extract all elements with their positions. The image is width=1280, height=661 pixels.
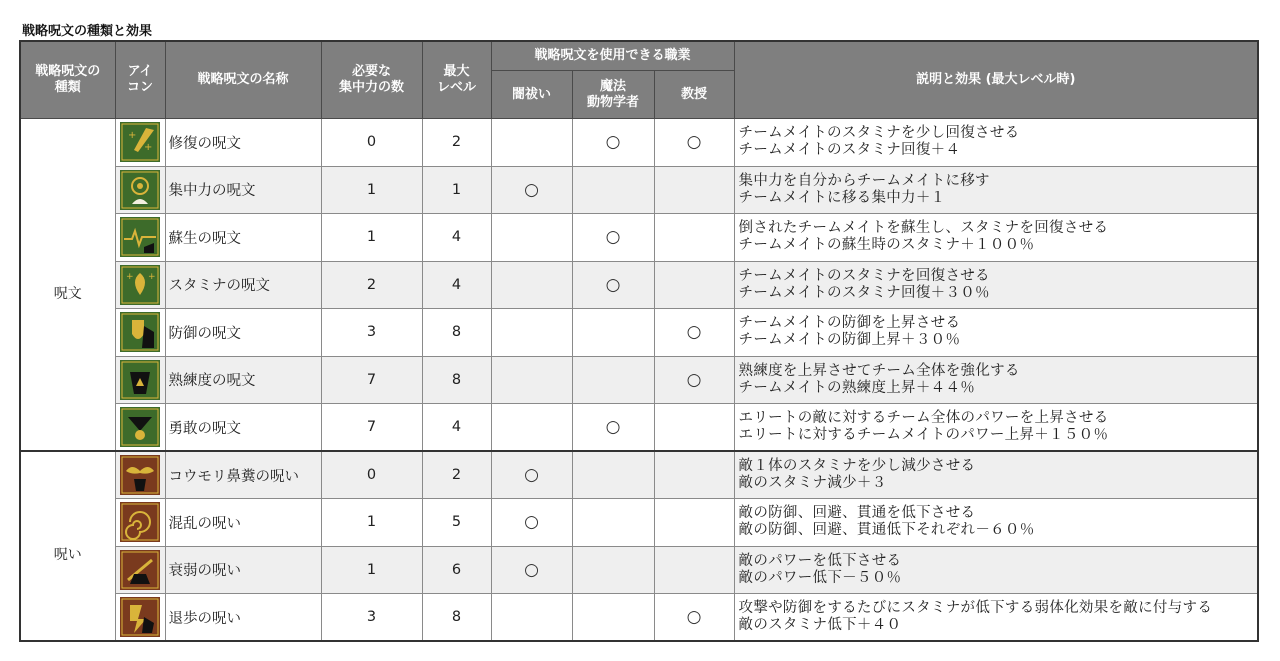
required-focus: 7 xyxy=(321,404,422,452)
header-type: 戦略呪文の 種類 xyxy=(20,41,115,119)
effect-text: エリートに対するチームメイトのパワー上昇＋１５０％ xyxy=(738,427,1109,443)
svg-text:+: + xyxy=(144,142,153,154)
spell-name: コウモリ鼻糞の呪い xyxy=(165,451,321,499)
professor-mark: ○ xyxy=(654,119,734,167)
spell-name: 勇敢の呪文 xyxy=(165,404,321,452)
spell-description xyxy=(734,214,1258,262)
spell-name: 蘇生の呪文 xyxy=(165,214,321,262)
max-level: 8 xyxy=(422,309,491,357)
bravery-charm-icon xyxy=(120,407,160,447)
header-description: 説明と効果 (最大レベル時) xyxy=(734,41,1258,119)
auror-mark xyxy=(491,594,572,642)
required-focus: 1 xyxy=(321,499,422,547)
spell-name: 集中力の呪文 xyxy=(165,166,321,214)
svg-text:+: + xyxy=(128,130,137,142)
required-focus: 2 xyxy=(321,261,422,309)
required-focus: 0 xyxy=(321,119,422,167)
description-text: エリートの敵に対するチーム全体のパワーを上昇させる xyxy=(738,410,1109,426)
professor-mark: ○ xyxy=(654,309,734,357)
header-focus: 必要な 集中力の数 xyxy=(321,41,422,119)
description-text: チームメイトのスタミナを少し回復させる xyxy=(738,125,1020,142)
spell-description xyxy=(734,309,1258,357)
spell-description xyxy=(734,356,1258,404)
spell-name: 混乱の呪い xyxy=(165,499,321,547)
header-magizoologist: 魔法 動物学者 xyxy=(572,71,654,119)
spell-description xyxy=(734,119,1258,167)
spell-name: 衰弱の呪い xyxy=(165,546,321,594)
table-row xyxy=(20,214,1258,262)
effect-text: 敵のパワー低下－５０％ xyxy=(738,569,902,586)
auror-mark: ○ xyxy=(491,166,572,214)
magizoologist-mark xyxy=(572,499,654,547)
table-row xyxy=(20,404,1258,452)
svg-text:+: + xyxy=(126,271,134,282)
magizoologist-mark: ○ xyxy=(572,261,654,309)
focus-charm-icon xyxy=(120,170,160,210)
required-focus: 1 xyxy=(321,546,422,594)
header-auror: 闇祓い xyxy=(491,71,572,119)
description-text: 攻撃や防御をするたびにスタミナが低下する弱体化効果を敵に付与する xyxy=(738,600,1213,616)
max-level: 2 xyxy=(422,119,491,167)
revive-charm-icon xyxy=(120,217,160,257)
required-focus: 7 xyxy=(321,356,422,404)
magizoologist-mark xyxy=(572,309,654,357)
professor-mark xyxy=(654,214,734,262)
professor-mark xyxy=(654,546,734,594)
description-text: 敵の防御、回避、貫通を低下させる xyxy=(738,505,976,522)
max-level: 4 xyxy=(422,214,491,262)
spell-name: 退歩の呪い xyxy=(165,594,321,642)
table-row xyxy=(20,261,1258,309)
description-text: 敵１体のスタミナを少し減少させる xyxy=(738,458,976,474)
description-text: 敵のパワーを低下させる xyxy=(738,552,902,569)
max-level: 4 xyxy=(422,404,491,452)
description-text: 集中力を自分からチームメイトに移す xyxy=(738,172,990,189)
stamina-charm-icon xyxy=(120,265,160,305)
header-professions: 戦略呪文を使用できる職業 xyxy=(491,41,734,71)
weakening-hex-icon xyxy=(120,550,160,590)
auror-mark xyxy=(491,214,572,262)
required-focus: 3 xyxy=(321,309,422,357)
header-icon: アイ コン xyxy=(115,41,165,119)
table-row xyxy=(20,499,1258,547)
professor-mark xyxy=(654,166,734,214)
spell-description xyxy=(734,404,1258,452)
auror-mark: ○ xyxy=(491,546,572,594)
max-level: 4 xyxy=(422,261,491,309)
required-focus: 0 xyxy=(321,451,422,499)
spell-description xyxy=(734,499,1258,547)
spell-description xyxy=(734,594,1258,642)
max-level: 1 xyxy=(422,166,491,214)
description-text: 熟練度を上昇させてチーム全体を強化する xyxy=(738,362,1020,379)
effect-text: 敵のスタミナ低下＋４０ xyxy=(738,617,902,633)
spell-name: 修復の呪文 xyxy=(165,119,321,167)
confusion-hex-icon xyxy=(120,502,160,542)
effect-text: チームメイトのスタミナ回復＋４ xyxy=(738,142,961,159)
description-text: 倒されたチームメイトを蘇生し、スタミナを回復させる xyxy=(738,220,1109,237)
auror-mark xyxy=(491,356,572,404)
mending-charm-icon xyxy=(120,122,160,162)
svg-text:+: + xyxy=(148,271,156,282)
auror-mark: ○ xyxy=(491,451,572,499)
professor-mark xyxy=(654,261,734,309)
spell-description xyxy=(734,451,1258,499)
spell-type-cell: 呪い xyxy=(20,451,115,641)
professor-mark xyxy=(654,404,734,452)
auror-mark xyxy=(491,119,572,167)
professor-mark: ○ xyxy=(654,594,734,642)
spell-name: 防御の呪文 xyxy=(165,309,321,357)
auror-mark xyxy=(491,404,572,452)
defence-charm-icon xyxy=(120,312,160,352)
auror-mark xyxy=(491,261,572,309)
max-level: 8 xyxy=(422,356,491,404)
deterioration-hex-icon xyxy=(120,597,160,637)
auror-mark: ○ xyxy=(491,499,572,547)
effect-text: チームメイトに移る集中力＋１ xyxy=(738,189,946,206)
magizoologist-mark xyxy=(572,451,654,499)
auror-mark xyxy=(491,309,572,357)
effect-text: チームメイトのスタミナ回復＋３０％ xyxy=(738,284,990,301)
spell-description xyxy=(734,261,1258,309)
max-level: 2 xyxy=(422,451,491,499)
magizoologist-mark xyxy=(572,546,654,594)
header-professor: 教授 xyxy=(654,71,734,119)
spell-description xyxy=(734,166,1258,214)
magizoologist-mark: ○ xyxy=(572,214,654,262)
magizoologist-mark xyxy=(572,356,654,404)
effect-text: 敵の防御、回避、貫通低下それぞれ－６０％ xyxy=(738,522,1035,539)
effect-text: チームメイトの蘇生時のスタミナ＋１００％ xyxy=(738,237,1035,254)
max-level: 8 xyxy=(422,594,491,642)
bat-bogey-hex-icon xyxy=(120,455,160,495)
table-row xyxy=(20,309,1258,357)
spell-name: スタミナの呪文 xyxy=(165,261,321,309)
magizoologist-mark: ○ xyxy=(572,119,654,167)
table-row xyxy=(20,546,1258,594)
magizoologist-mark xyxy=(572,166,654,214)
max-level: 5 xyxy=(422,499,491,547)
header-name: 戦略呪文の名称 xyxy=(165,41,321,119)
required-focus: 1 xyxy=(321,214,422,262)
page-title: 戦略呪文の種類と効果 xyxy=(22,24,153,39)
magizoologist-mark: ○ xyxy=(572,404,654,452)
table-row xyxy=(20,594,1258,642)
professor-mark xyxy=(654,451,734,499)
table-row xyxy=(20,451,1258,499)
effect-text: チームメイトの防御上昇＋３０％ xyxy=(738,332,961,349)
proficiency-charm-icon xyxy=(120,360,160,400)
description-text: チームメイトの防御を上昇させる xyxy=(738,315,961,332)
table-row xyxy=(20,119,1258,167)
required-focus: 3 xyxy=(321,594,422,642)
professor-mark: ○ xyxy=(654,356,734,404)
effect-text: 敵のスタミナ減少＋３ xyxy=(738,475,887,491)
required-focus: 1 xyxy=(321,166,422,214)
spell-name: 熟練度の呪文 xyxy=(165,356,321,404)
header-max-level: 最大 レベル xyxy=(422,41,491,119)
spell-table xyxy=(19,40,1259,642)
description-text: チームメイトのスタミナを回復させる xyxy=(738,267,990,284)
spell-description xyxy=(734,546,1258,594)
table-row xyxy=(20,356,1258,404)
professor-mark xyxy=(654,499,734,547)
spell-type-cell: 呪文 xyxy=(20,119,115,452)
effect-text: チームメイトの熟練度上昇＋４４％ xyxy=(738,379,976,396)
max-level: 6 xyxy=(422,546,491,594)
table-row xyxy=(20,166,1258,214)
magizoologist-mark xyxy=(572,594,654,642)
